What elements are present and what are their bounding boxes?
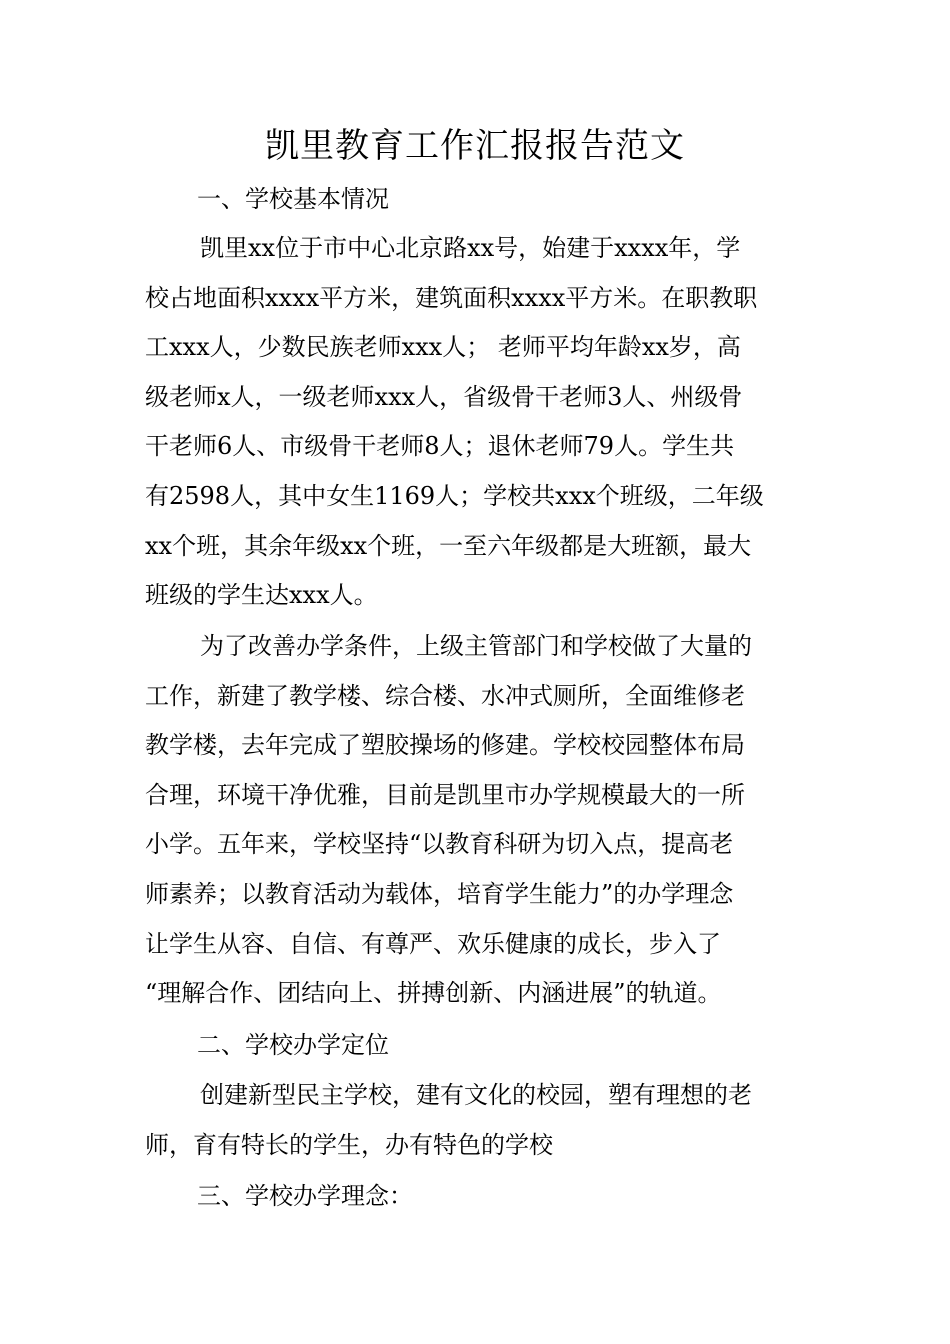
paragraph-line: 让学生从容、自信、有尊严、欢乐健康的成长，步入了	[145, 929, 721, 958]
paragraph-line: 工xxx人，少数民族老师xxx人； 老师平均年龄xx岁，高	[145, 333, 741, 362]
paragraph-line: 凯里xx位于市中心北京路xx号，始建于xxxx年，学	[200, 234, 741, 262]
paragraph-line: 合理，环境干净优雅，目前是凯里市办学规模最大的一所	[145, 780, 745, 809]
paragraph-line: 师素养；以教育活动为载体，培育学生能力”的办学理念	[145, 879, 734, 908]
paragraph-line: 教学楼，去年完成了塑胶操场的修建。学校校园整体布局	[145, 731, 745, 760]
paragraph-line: 工作，新建了教学楼、综合楼、水冲式厕所，全面维修老	[145, 681, 745, 710]
paragraph-line: 创建新型民主学校，建有文化的校园，塑有理想的老	[200, 1081, 752, 1109]
section-heading-3: 三、学校办学理念：	[197, 1182, 413, 1210]
paragraph-line: 师，育有特长的学生，办有特色的学校	[145, 1130, 553, 1159]
paragraph-line: xx个班，其余年级xx个班，一至六年级都是大班额，最大	[145, 531, 752, 560]
paragraph-line: “理解合作、团结向上、拼搏创新、内涵进展”的轨道。	[145, 979, 722, 1008]
paragraph-line: 级老师x人，一级老师xxx人，省级骨干老师3人、州级骨	[145, 382, 743, 411]
paragraph-line: 为了改善办学条件，上级主管部门和学校做了大量的	[200, 632, 752, 660]
paragraph-line: 小学。五年来，学校坚持“以教育科研为切入点，提高老	[145, 830, 734, 859]
section-heading-1: 一、学校基本情况	[197, 185, 389, 213]
paragraph-school-improvement	[145, 622, 807, 1019]
paragraph-school-overview	[145, 224, 807, 621]
section-heading-2: 二、学校办学定位	[197, 1031, 389, 1059]
paragraph-school-positioning	[145, 1071, 807, 1170]
paragraph-line: 干老师6人、市级骨干老师8人；退休老师79人。学生共	[145, 432, 735, 461]
paragraph-line: 校占地面积xxxx平方米，建筑面积xxxx平方米。在职教职	[145, 283, 758, 312]
paragraph-line: 有2598人，其中女生1169人；学校共xxx个班级，二年级	[145, 481, 764, 510]
document-title: 凯里教育工作汇报报告范文	[265, 126, 685, 166]
paragraph-line: 班级的学生达xxx人。	[145, 581, 378, 610]
